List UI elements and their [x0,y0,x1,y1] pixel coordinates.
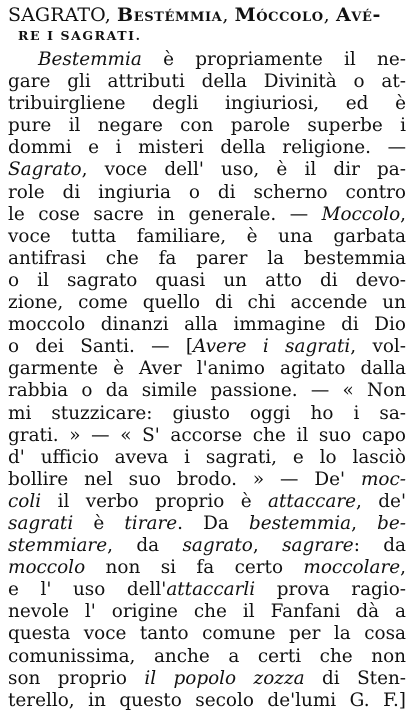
headword-avere: Avé- [335,4,381,26]
text-segment: grati. » — « S' accorse che il suo capo [8,424,406,446]
text-segment: terello, in questo secolo de'lumi G. F.] [8,689,406,711]
text-segment: non si fa certo [85,557,304,579]
text-segment: . Da [177,512,250,534]
text-line [8,469,406,491]
text-line [8,447,406,469]
italic-term: moc- [360,468,406,490]
text-segment: , vol- [350,336,406,358]
text-line [8,425,406,447]
text-segment: son proprio [8,667,145,689]
text-segment: è [73,512,125,534]
headword-moccolo: Móccolo [234,4,324,26]
headword-avere-i-sagrati: RE I SAGRATI. [18,28,142,43]
text-line [8,579,406,601]
text-line [8,115,406,137]
text-segment: prova ragio- [255,579,406,601]
text-segment: o il sagrato quasi un atto di devo- [8,269,406,291]
text-line [8,248,406,270]
text-line [8,314,406,336]
italic-term: stemmiare [8,535,108,557]
headword-bestemmia: Bestémmia [117,4,223,26]
text-line [8,491,406,513]
italic-term: be- [377,512,406,534]
text-line [8,535,406,557]
text-segment: moccolo dinanzi alla immagine di Dio [8,314,406,336]
italic-term: tirare [124,512,178,534]
text-segment: , de' [356,490,406,512]
text-line [8,93,406,115]
text-line [8,646,406,668]
text-line [8,270,406,292]
text-segment: gare gli attributi della Divinità o at- [8,71,406,93]
text-segment: comunissima, anche a certi che non [8,645,406,667]
headword-sagrato: SAGRATO, [8,4,118,26]
text-segment: , [351,512,378,534]
entry-body [8,49,406,712]
text-line [8,336,406,358]
text-segment: è propriamente il ne- [141,49,406,70]
italic-term: sagrare [282,535,354,557]
heading-separator: , [222,4,235,26]
italic-term: attaccarli [166,579,256,601]
text-line [8,690,406,712]
text-segment: zione, come quello di chi accende un [8,292,406,314]
italic-term: moccolo [8,557,86,579]
text-segment: e l' uso dell' [8,579,167,601]
text-segment: pure il negare con parole superbe i [8,115,406,137]
text-segment: mi stuzzicare: giusto oggi ho i sa- [8,402,406,424]
text-line [8,557,406,579]
italic-term: Sagrato [8,159,82,181]
text-line [8,292,406,314]
text-segment: d' ufficio aveva i sagrati, e lo lasciò [8,446,406,468]
heading-separator: , [323,4,336,26]
text-segment: , [400,557,406,579]
text-segment: , voce dell' uso, è il dir pa- [81,159,406,181]
text-segment: o dei Santi. — [ [8,336,194,358]
text-segment: nevole l' origine che il Fanfani dà a [8,601,406,623]
text-line [8,668,406,690]
text-line [8,358,406,380]
text-segment: le cose sacre in generale. — [8,203,322,225]
text-segment: , da [107,535,183,557]
text-line [8,601,406,623]
italic-term: bestemmia [249,512,352,534]
text-line [8,71,406,93]
text-segment: , [400,203,406,225]
text-segment: il verbo proprio è [41,490,269,512]
text-segment: role di ingiuria o di scherno contro [8,181,406,203]
text-segment: , [252,535,283,557]
italic-term: il popolo zozza [144,667,305,689]
italic-term: Avere i sagrati [193,336,351,358]
italic-term: Moccolo [321,203,401,225]
italic-term: attaccare [268,490,356,512]
text-line [8,623,406,645]
text-line [8,226,406,248]
italic-term: coli [8,490,42,512]
text-line [8,49,406,71]
text-segment: voce tutta familiare, è una garbata [8,225,406,247]
text-line [8,403,406,425]
text-segment: bollire nel suo brodo. » — De' [8,468,361,490]
entry-heading [8,4,406,26]
text-segment: : da [353,535,406,557]
text-line [8,137,406,159]
text-segment: di Sten- [304,667,407,689]
text-segment: tribuirgliene degli ingiuriosi, ed è [8,93,406,115]
dictionary-entry [8,4,406,712]
text-line [8,513,406,535]
text-line [8,159,406,181]
text-segment: questa voce tanto comune per la cosa [8,623,406,645]
italic-term: sagrato [182,535,253,557]
text-segment: garmente è Aver l'animo agitato dalla [8,358,406,380]
italic-term: moccolare [303,557,401,579]
text-line [8,182,406,204]
italic-term: sagrati [8,512,74,534]
italic-term: Bestemmia [38,49,142,70]
text-line [8,380,406,402]
text-segment: dommi e i misteri della religione. — [8,137,406,159]
text-segment: rabbia o da simile passione. — « Non [8,380,406,402]
text-line [8,204,406,226]
text-segment: antifrasi che fa parer la bestemmia [8,247,406,269]
